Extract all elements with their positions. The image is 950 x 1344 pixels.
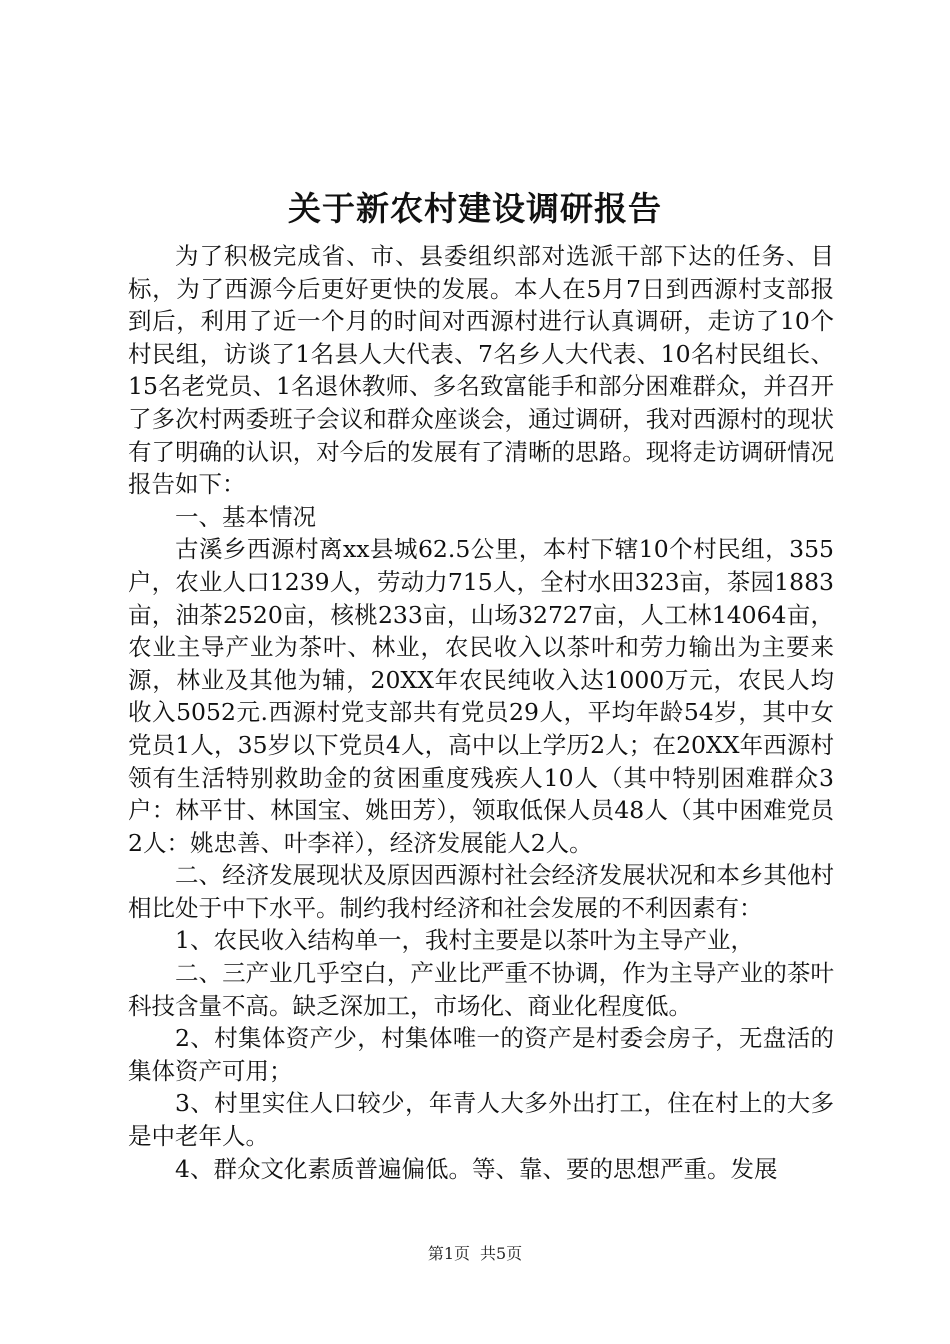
paragraph-basic-situation: 古溪乡西源村离xx县城62.5公里，本村下辖10个村民组，355户，农业人口1239人，劳动力715人，全村水田323亩，茶园1883亩，油茶2520亩，核桃233亩，山场32727亩，人工林14064亩，农业主导产业为茶叶、林业，农民收入以茶叶和劳力输出为主要来源，林业及其他为辅，20XX年农民纯收入达1000万元，农民人均收入5052元.西源村党支部共有党员29人，平均年龄54岁，其中女党员1人，35岁以下党员4人，高中以上学历2人；在20XX年西源村领有生活特别救助金的贫困重度残疾人10人（其中特别困难群众3户：林平甘、林国宝、姚田芳），领取低保人员48人（其中困难党员2人：姚忠善、叶李祥），经济发展能人2人。 xyxy=(128,535,834,857)
paragraph-item-1: 1、农民收入结构单一，我村主要是以茶叶为主导产业， xyxy=(175,926,754,955)
paragraph-item-3: 3、村里实住人口较少，年青人大多外出打工，住在村上的大多是中老年人。 xyxy=(128,1089,834,1151)
page-footer xyxy=(0,1244,950,1264)
section-heading-basic-situation: 一、基本情况 xyxy=(175,502,316,531)
document-title: 关于新农村建设调研报告 xyxy=(288,189,662,228)
paragraph-item-4: 4、群众文化素质普遍偏低。等、靠、要的思想严重。发展 xyxy=(175,1154,778,1183)
page-number: 第1页 xyxy=(427,1244,470,1263)
paragraph-item-1-continued: 二、三产业几乎空白，产业比严重不协调，作为主导产业的茶叶科技含量不高。缺乏深加工，市场化、商业化程度低。 xyxy=(128,959,834,1020)
paragraph-item-2: 2、村集体资产少，村集体唯一的资产是村委会房子，无盘活的集体资产可用； xyxy=(128,1024,834,1085)
section-heading-economic-status: 二、经济发展现状及原因西源村社会经济发展状况和本乡其他村相比处于中下水平。制约我村经济和社会发展的不利因素有： xyxy=(128,861,834,922)
paragraph-intro: 为了积极完成省、市、县委组织部对选派干部下达的任务、目标，为了西源今后更好更快的发展。本人在5月7日到西源村支部报到后，利用了近一个月的时间对西源村进行认真调研，走访了10个村民组，访谈了1名县人大代表、7名乡人大代表、10名村民组长、15名老党员、1名退休教师、多名致富能手和部分困难群众，并召开了多次村两委班子会议和群众座谈会，通过调研，我对西源村的现状有了明确的认识，对今后的发展有了清晰的思路。现将走访调研情况报告如下： xyxy=(128,242,834,499)
document-body xyxy=(128,240,834,1185)
page-total: 共5页 xyxy=(480,1244,523,1263)
